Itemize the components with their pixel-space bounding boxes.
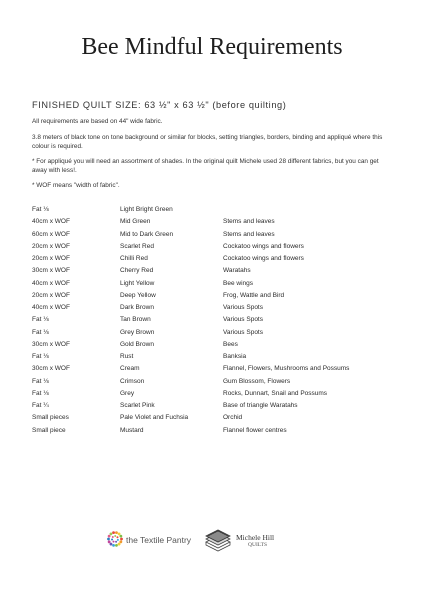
quantity-cell: Fat ⅛ xyxy=(32,353,49,360)
colour-cell: Grey xyxy=(120,389,135,397)
use-cell: Frog, Wattle and Bird xyxy=(223,291,285,299)
fabric-stack-icon xyxy=(203,526,233,552)
use-cell: Various Spots xyxy=(223,316,263,324)
colour-cell: Pale Violet and Fuchsia xyxy=(120,414,189,422)
use-cell: Cockatoo wings and flowers xyxy=(223,255,304,262)
use-cell: Various Spots xyxy=(223,328,263,336)
michele-hill-logo-subtext: QUILTS xyxy=(248,542,268,548)
colour-cell: Scarlet Pink xyxy=(120,402,155,409)
quantity-cell: Fat ⅛ xyxy=(32,206,49,213)
logo-dot xyxy=(107,538,110,541)
colour-cell: Light Bright Green xyxy=(120,206,173,213)
use-cell: Banksia xyxy=(223,353,247,360)
use-cell: Flannel flower centres xyxy=(223,426,287,434)
table-row xyxy=(32,351,392,363)
use-cell: Cockatoo wings and flowers xyxy=(223,242,304,250)
quantity-cell: Small pieces xyxy=(32,414,69,422)
logo-dot xyxy=(114,535,116,537)
quantity-cell: 60cm x WOF xyxy=(32,230,70,238)
quantity-cell: 20cm x WOF xyxy=(32,291,70,299)
use-cell: Stems and leaves xyxy=(223,218,275,226)
table-row xyxy=(32,241,392,253)
colour-cell: Tan Brown xyxy=(120,316,151,324)
logo-dot xyxy=(112,536,114,538)
use-cell: Bees xyxy=(223,340,238,348)
paragraph-wof-note: * WOF means "width of fabric". xyxy=(32,182,120,189)
logo-dot xyxy=(115,541,117,543)
logo-dot xyxy=(119,540,122,543)
table-row xyxy=(32,400,392,412)
paragraph-applique-note: * For appliqué you will need an assortment of shades. In the original quilt Michele used 28 different fabrics, but you can get away with less!. xyxy=(32,158,379,175)
colour-cell: Grey Brown xyxy=(120,328,155,336)
table-row xyxy=(32,253,392,265)
logo-dot xyxy=(118,543,121,546)
use-cell: Base of triangle Waratahs xyxy=(223,402,298,409)
logo-dot xyxy=(112,531,115,534)
quantity-cell: 40cm x WOF xyxy=(32,304,70,311)
use-cell: Stems and leaves xyxy=(223,230,275,238)
quantity-cell: 30cm x WOF xyxy=(32,365,70,373)
logo-dot xyxy=(118,533,121,536)
textile-pantry-dots-icon xyxy=(106,530,124,548)
quantity-cell: Fat ¼ xyxy=(32,402,49,409)
requirements-table xyxy=(32,204,392,437)
table-row xyxy=(32,216,392,228)
logo-dot xyxy=(116,536,118,538)
table-row xyxy=(32,363,392,375)
logo-dot xyxy=(110,533,113,536)
colour-cell: Mustard xyxy=(120,426,144,434)
table-row xyxy=(32,265,392,277)
quantity-cell: Fat ⅛ xyxy=(32,389,49,397)
use-cell: Orchid xyxy=(223,414,243,422)
table-row xyxy=(32,327,392,339)
logo-dot xyxy=(108,540,111,543)
logo-dot xyxy=(112,544,115,547)
quantity-cell: Small piece xyxy=(32,426,66,434)
colour-cell: Mid to Dark Green xyxy=(120,230,174,238)
table-row xyxy=(32,388,392,400)
quantity-cell: 20cm x WOF xyxy=(32,242,70,250)
logo-dot xyxy=(110,543,113,546)
logo-dot xyxy=(111,538,113,540)
table-row xyxy=(32,204,392,216)
paragraph-fabric-width: All requirements are based on 44" wide fabric. xyxy=(32,118,163,125)
logo-dot xyxy=(115,531,118,534)
logo-dot xyxy=(113,541,115,543)
quantity-cell: 20cm x WOF xyxy=(32,255,70,262)
colour-cell: Rust xyxy=(120,353,134,360)
table-row xyxy=(32,425,392,437)
use-cell: Flannel, Flowers, Mushrooms and Possums xyxy=(223,365,350,373)
quantity-cell: 30cm x WOF xyxy=(32,340,70,348)
colour-cell: Deep Yellow xyxy=(120,291,156,299)
page-title: Bee Mindful Requirements xyxy=(81,34,343,60)
table-row xyxy=(32,339,392,351)
paragraph-background: 3.8 meters of black tone on tone background or similar for blocks, setting triangles, borders, binding and appliqué where this colour is required. xyxy=(32,134,383,151)
colour-cell: Cherry Red xyxy=(120,267,154,275)
logo-dot xyxy=(117,539,119,541)
quantity-cell: 30cm x WOF xyxy=(32,267,70,275)
quantity-cell: Fat ⅛ xyxy=(32,316,49,324)
logo-dot xyxy=(120,538,123,541)
quantity-cell: Fat ⅛ xyxy=(32,377,49,385)
use-cell: Bee wings xyxy=(223,279,253,287)
quantity-cell: 40cm x WOF xyxy=(32,218,70,226)
table-row xyxy=(32,290,392,302)
table-row xyxy=(32,412,392,424)
use-cell: Gum Blossom, Flowers xyxy=(223,377,291,385)
logo-dot xyxy=(119,535,122,538)
colour-cell: Crimson xyxy=(120,377,145,385)
michele-hill-logo-text: Michele Hill xyxy=(236,533,275,542)
colour-cell: Mid Green xyxy=(120,218,151,226)
use-cell: Rocks, Dunnart, Snail and Possums xyxy=(223,389,328,397)
quantity-cell: Fat ⅛ xyxy=(32,328,49,336)
colour-cell: Light Yellow xyxy=(120,279,155,287)
table-row xyxy=(32,376,392,388)
colour-cell: Chilli Red xyxy=(120,255,148,262)
colour-cell: Scarlet Red xyxy=(120,242,154,250)
table-row xyxy=(32,302,392,314)
colour-cell: Gold Brown xyxy=(120,340,154,348)
use-cell: Waratahs xyxy=(223,267,251,275)
colour-cell: Dark Brown xyxy=(120,304,154,311)
footer-logos xyxy=(0,520,424,560)
logo-dot xyxy=(115,544,118,547)
quantity-cell: 40cm x WOF xyxy=(32,279,70,287)
table-row xyxy=(32,314,392,326)
textile-pantry-logo-text: the Textile Pantry xyxy=(126,535,192,545)
quilt-size-heading: FINISHED QUILT SIZE: 63 ½" x 63 ½" (before quilting) xyxy=(32,100,287,110)
table-row xyxy=(32,278,392,290)
use-cell: Various Spots xyxy=(223,304,263,311)
table-row xyxy=(32,229,392,241)
colour-cell: Cream xyxy=(120,365,140,373)
logo-dot xyxy=(108,535,111,538)
